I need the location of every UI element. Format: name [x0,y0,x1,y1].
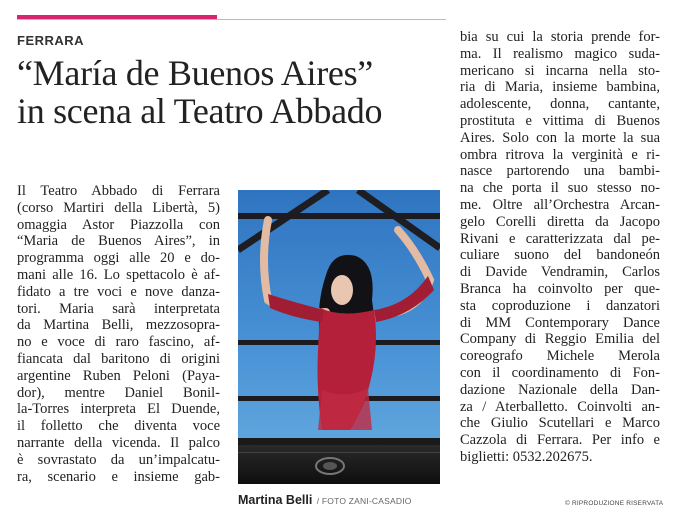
body-line: no e voce di raro fascino, af- [17,334,220,351]
body-line: sta coproduzione i danzatori [460,297,660,314]
body-line: prostituta e vittima di Buenos [460,112,660,129]
body-line: Branca ha coinvolto per que- [460,280,660,297]
body-line: biglietti: 0532.202675. [460,448,593,465]
body-line: ma. Il realismo magico suda- [460,45,660,62]
body-line: con il coordinamento di Fon- [460,364,660,381]
article-body-right-column [460,29,660,466]
body-line: fiancata dal baritono di origini [17,350,220,367]
body-line: dazione Nazionale della Dan- [460,381,660,398]
body-line: omaggia Astor Piazzolla con [17,216,220,233]
body-line: da Martina Belli, mezzosopra- [17,317,220,334]
copyright-notice: © RIPRODUZIONE RISERVATA [565,500,664,507]
body-line: di Davide Vendramin, Carlos [460,264,660,281]
body-line: fidato a tre voci e nove danza- [17,283,220,300]
body-line: adolescente, donna, cantante, [460,96,660,113]
performer-photo-illustration [238,190,440,484]
body-line: coreografo Michele Merola [460,348,660,365]
body-line: il folletto che diventa voce [17,418,220,435]
body-line: che Giulio Scutellari e Marco [460,415,660,432]
body-line: bia su cui la storia prende for- [460,29,660,45]
body-line: Il Teatro Abbado di Ferrara [17,183,220,199]
body-line: la-Torres interpreta El Duende, [17,401,220,418]
body-line: Company di Reggio Emilia del [460,331,660,348]
article-headline [17,54,447,130]
photo-caption [238,491,448,509]
section-kicker: FERRARA [17,33,85,48]
body-line: di MM Contemporary Dance [460,314,660,331]
body-line: na che porta il suo stesso no- [460,180,660,197]
body-line: argentine Ruben Peloni (Paya- [17,367,220,384]
body-line: mani alle 16. Lo spettacolo è af- [17,266,220,283]
body-line: narrante della vicenda. Il palco [17,434,220,451]
body-line: “Maria de Buenos Aires”, in [17,233,220,250]
body-line: Rivani e caratterizzata dal pe- [460,230,660,247]
body-line: è sovrastato da un’impalcatu- [17,451,220,468]
headline-line: in scena al Teatro Abbado [17,91,383,131]
body-line: dor), mentre Daniel Bonil- [17,384,220,401]
caption-credit: / FOTO ZANI-CASADIO [316,496,412,506]
article-body-left-column [17,183,220,485]
body-line: culiare suono del bandoneón [460,247,660,264]
body-line: mericano si incarna nella sto- [460,62,660,79]
body-line: Cazzola di Ferrara. Per info e [460,432,660,449]
body-line: ombra ritrova la verginità e ri- [460,146,660,163]
caption-name: Martina Belli [238,493,313,507]
body-line: tori. Maria sarà interpretata [17,300,220,317]
body-line: me. Oltre all’Orchestra Arcan- [460,196,660,213]
body-line: ra, scenario e insieme gab- [17,468,220,485]
body-line: nasce partorendo una bambi- [460,163,660,180]
body-line: za / Aterballetto. Coinvolti an- [460,398,660,415]
body-line: (corso Martiri della Libertà, 5) [17,199,220,216]
body-line: ria di Maria, insieme bambina, [460,79,660,96]
body-line: Aires. Solo con la morte la sua [460,129,660,146]
headline-line: “María de Buenos Aires” [17,53,373,93]
section-divider-rule [17,19,446,20]
article-photo [238,190,440,484]
body-line: gelo Corelli diretta da Jacopo [460,213,660,230]
body-line: programma oggi alle 20 e do- [17,250,220,267]
